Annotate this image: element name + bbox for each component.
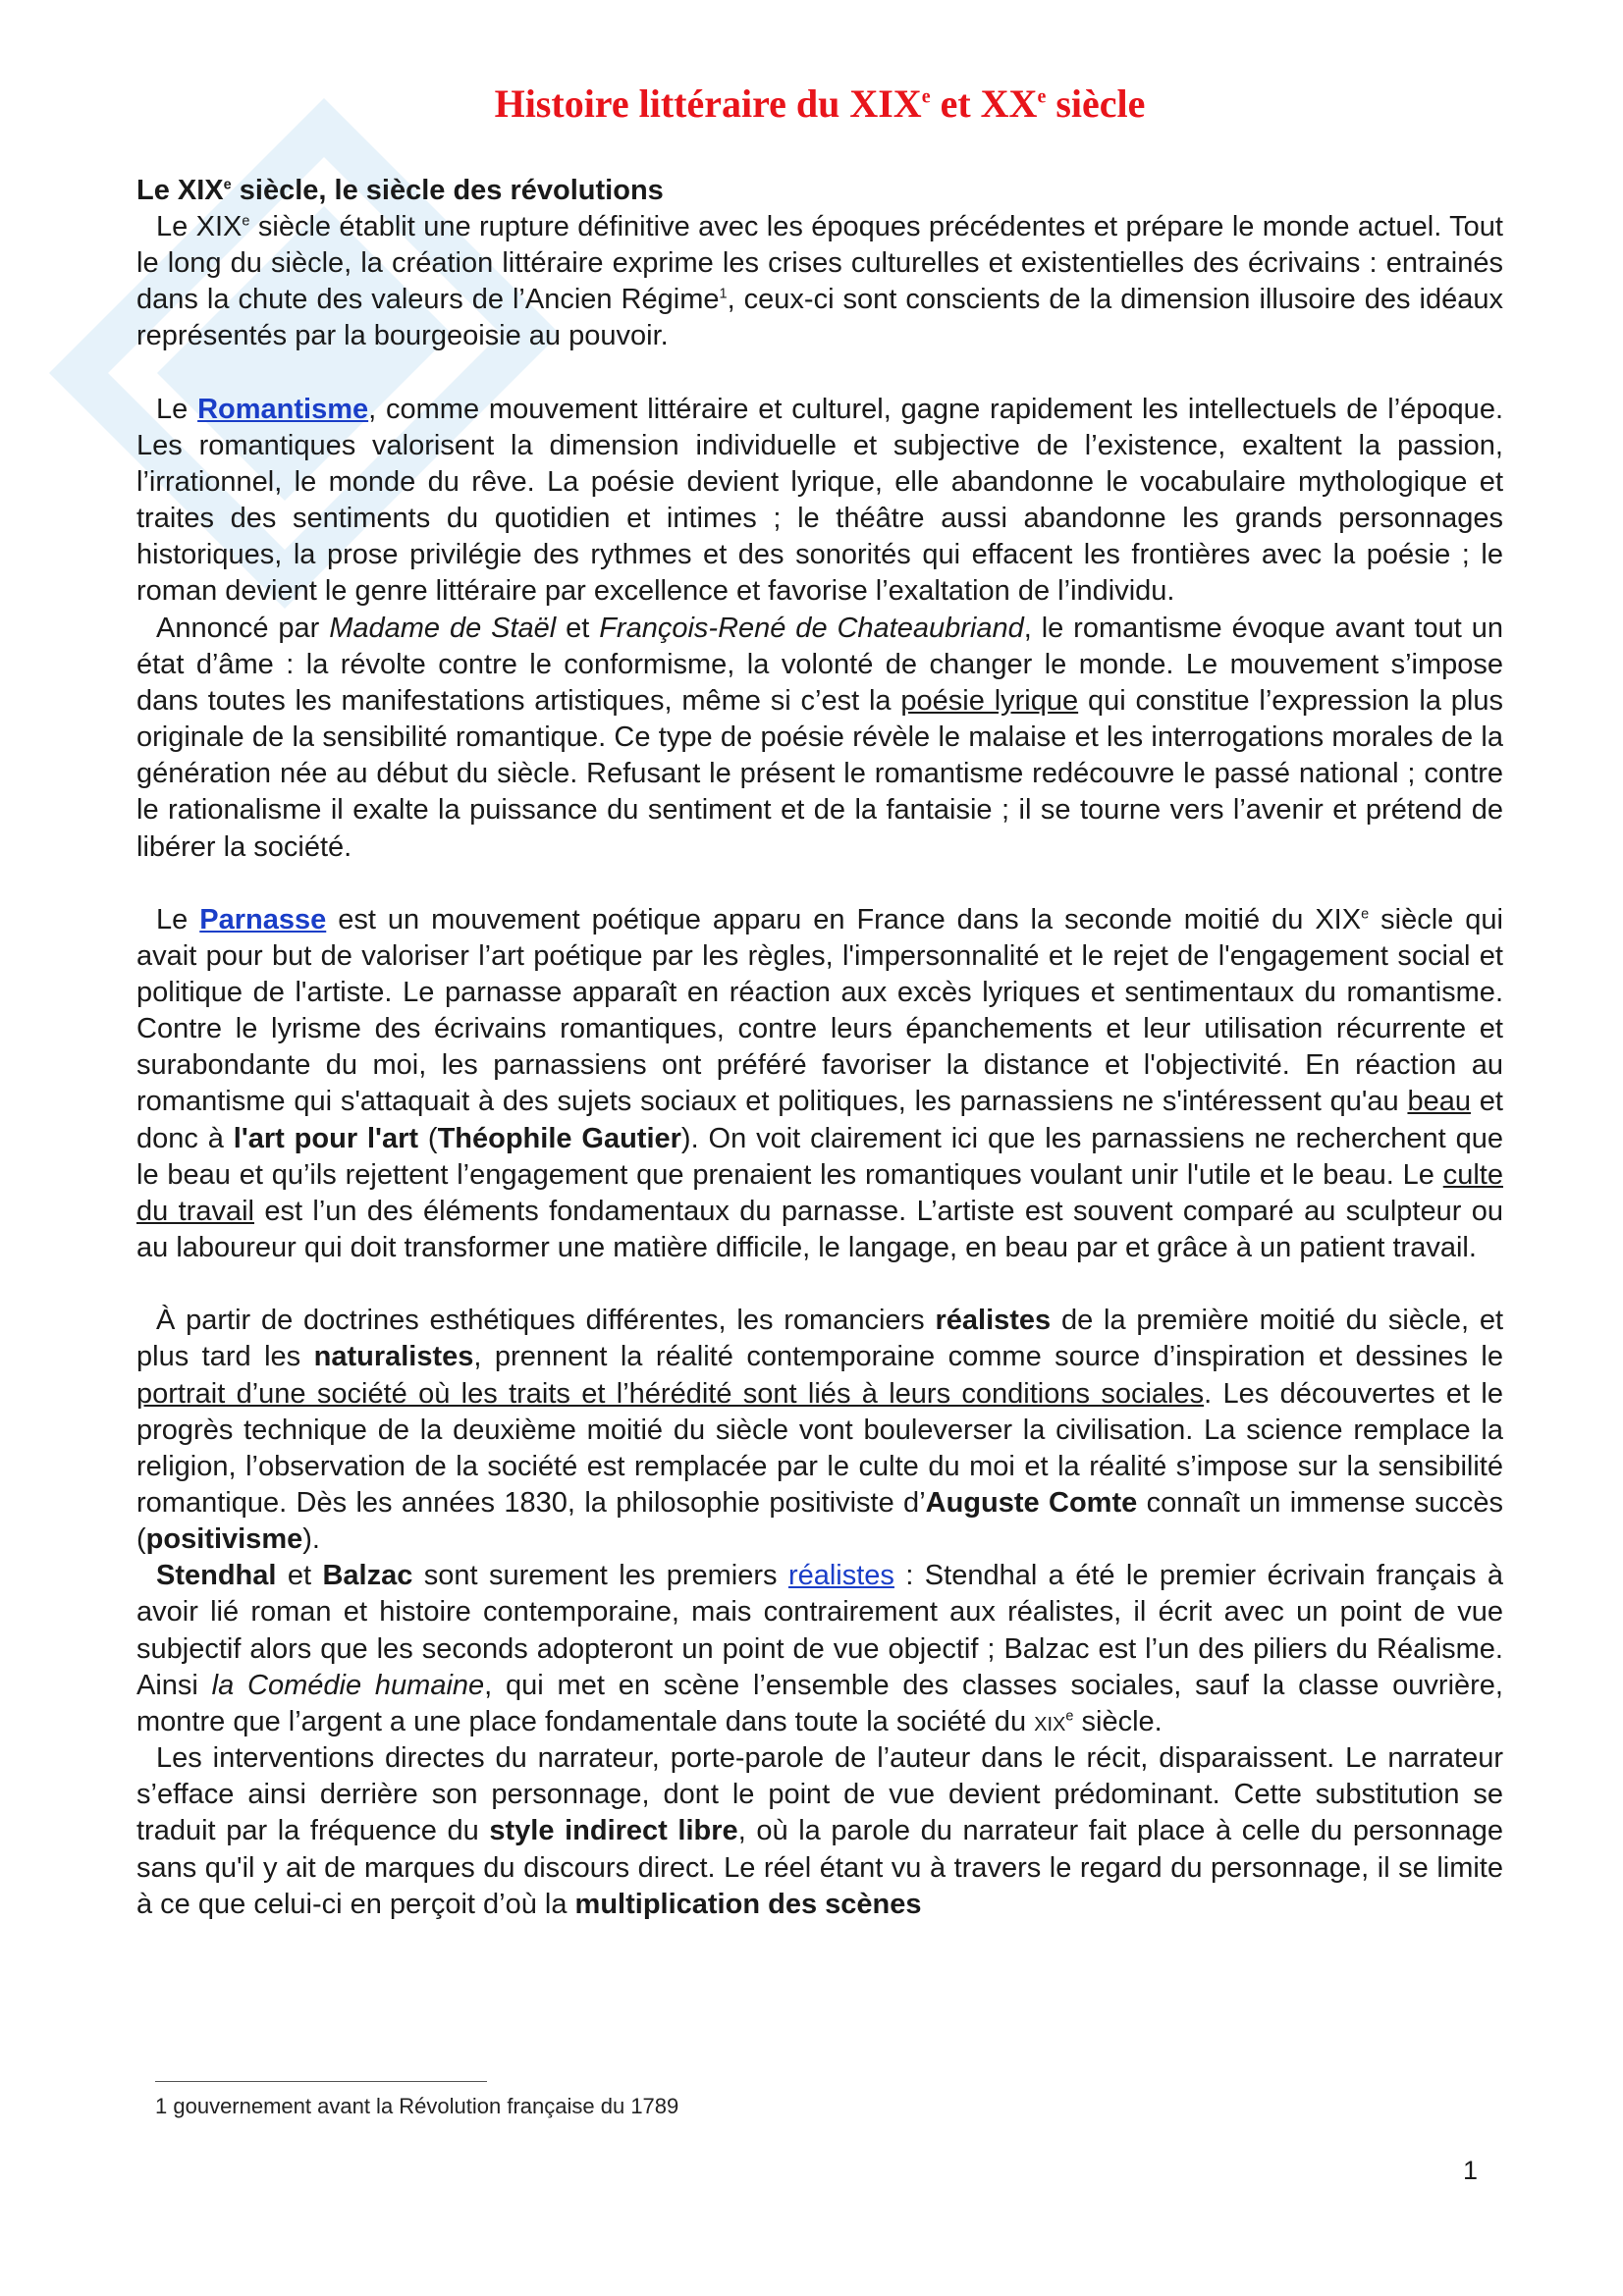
page-title: Histoire littéraire du XIXe et XXe siècle [494, 81, 1146, 126]
paragraph-narrateur: Les interventions directes du narrateur, porte-parole de l’auteur dans le récit, disparaissent. Le narrateur s’efface ainsi derrière son personnage, dont le point de vue devient prédominant. Cette substitution se traduit par la fréquence du style indirect libre, où la parole du narrateur fait place à celle du personnage sans qu'il y ait de marques du discours direct. Le réel étant vu à travers le regard du personnage, il se limite à ce que celui-ci en perçoit d’où la multiplication des scènes [136, 1742, 1504, 1920]
footnote-divider [155, 2081, 487, 2082]
paragraph-romantisme: Le Romantisme, comme mouvement littéraire et culturel, gagne rapidement les intellectuels de l’époque. Les romantiques valorisent la dimension individuelle et subjective de l’existence, exaltent la passion, l’irrationnel, le monde du rêve. La poésie devient lyrique, elle abandonne le vocabulaire mythologique et traites des sentiments du quotidien et intimes ; le théâtre aussi abandonne les grands personnages historiques, la prose privilégie des rythmes et des sonorités qui effacent les frontières avec la poésie ; le roman devient le genre littéraire par excellence et favorise l’exaltation de l’individu. [136, 393, 1503, 608]
footnote: 1 gouvernement avant la Révolution française du 1789 [155, 2094, 679, 2118]
page-number: 1 [1463, 2156, 1479, 2185]
realistes-link[interactable]: réalistes [787, 1560, 894, 1592]
document-page [136, 75, 1503, 1923]
paragraph-realisme: À partir de doctrines esthétiques différentes, les romanciers réalistes de la première moitié du siècle, et plus tard les naturalistes, prennent la réalité contemporaine comme source d’inspiration et dessines le portrait d’une société où les traits et l’hérédité sont liés à leurs conditions sociales. Les découvertes et le progrès technique de la deuxième moitié du siècle vont bouleverser la civilisation. La science remplace la religion, l’observation de la société est remplacée par le culte du moi et la réalité s’impose sur la sensibilité romantique. Dès les années 1830, la philosophie positiviste d’Auguste Comte connaît un immense succès (positivisme). [136, 1305, 1504, 1556]
footnote-ref[interactable]: 1 [719, 286, 728, 302]
romantisme-link[interactable]: Romantisme [197, 393, 369, 425]
parnasse-link[interactable]: Parnasse [199, 903, 327, 935]
section-heading: Le XIXe siècle, le siècle des révolutions [136, 175, 664, 206]
paragraph-romantisme-2: Annoncé par Madame de Staël et François-René de Chateaubriand, le romantisme évoque avant tout un état d’âme : la révolte contre le conformisme, la volonté de changer le monde. Le mouvement s’impose dans toutes les manifestations artistiques, même si c’est la poésie lyrique qui constitue l’expression la plus originale de la sensibilité romantique. Ce type de poésie révèle le malaise et les interrogations morales de la génération née au début du siècle. Refusant le présent le romantisme redécouvre le passé national ; contre le rationalisme il exalte la puissance du sentiment et de la fantaisie ; il se tourne vers l’avenir et prétend de libérer la société. [136, 612, 1503, 863]
paragraph-intro: Le XIXe siècle établit une rupture définitive avec les époques précédentes et prépare le monde actuel. Tout le long du siècle, la création littéraire exprime les crises culturelles et existentielles des écrivains : entrainés dans la chute des valeurs de l’Ancien Régime$^1$, ceux-ci sont conscients de la dimension illusoire des idéaux représentés par la bourgeoisie au pouvoir. [136, 211, 1503, 352]
paragraph-parnasse: Le Parnasse est un mouvement poétique apparu en France dans la seconde moitié du XIXe siècle qui avait pour but de valoriser l’art poétique par les règles, l'impersonnalité et le rejet de l'engagement social et politique de l'artiste. Le parnasse apparaît en réaction aux excès lyriques et sentimentaux du romantisme. Contre le lyrisme des écrivains romantiques, contre leurs épanchements et leur utilisation récurrente et surabondante du moi, les parnassiens ont préféré favoriser la distance et l'objectivité. En réaction au romantisme qui s'attaquait à des sujets sociaux et politiques, les parnassiens ne s'intéressent qu'au beau et donc à l'art pour l'art (Théophile Gautier). On voit clairement ici que les parnassiens ne recherchent que le beau et qu’ils rejettent l’engagement que prenaient les romantiques voulant unir l'utile et le beau. Le culte du travail est l’un des éléments fondamentaux du parnasse. L’artiste est souvent comparé au sculpteur ou au laboureur qui doit transformer une matière difficile, le langage, en beau par et grâce à un patient travail. [136, 903, 1504, 1264]
paragraph-stendhal-balzac: Stendhal et Balzac sont surement les premiers réalistes : Stendhal a été le premier écrivain français à avoir lié roman et histoire contemporaine, mais contrairement aux réalistes, il écrit avec un point de vue subjectif alors que les seconds adopteront un point de vue objectif ; Balzac est l’un des piliers du Réalisme. Ainsi la Comédie humaine, qui met en scène l’ensemble des classes sociales, sauf la classe ouvrière, montre que l’argent a une place fondamentale dans toute la société du xix$^e$ siècle. [136, 1560, 1503, 1737]
